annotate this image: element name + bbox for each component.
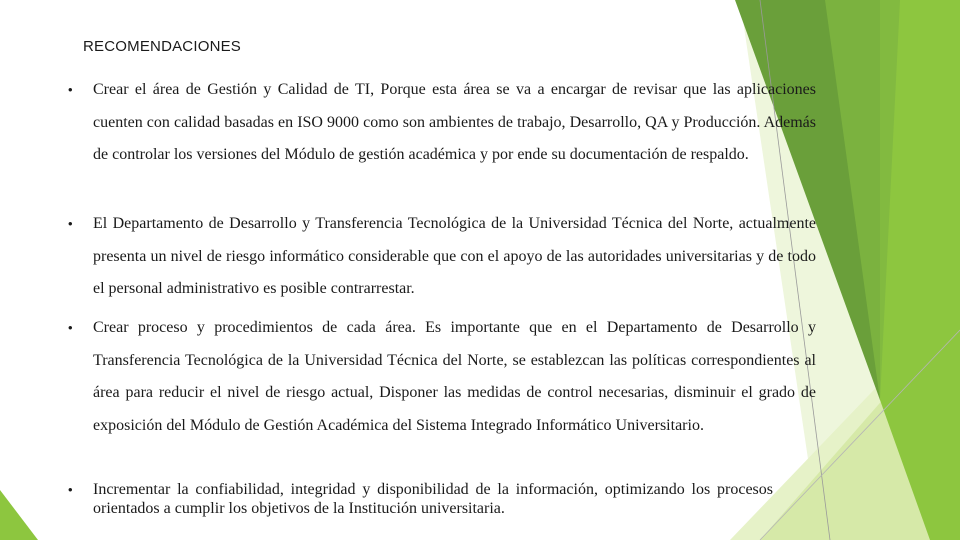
bullet-item: • El Departamento de Desarrollo y Transferencia Tecnológica de la Universidad Técnica del Norte, actualmente presenta un nivel de riesgo informático considerable que con el apoyo de las autoridades universitarias y de todo el personal administrativo es posible contrarrestar.	[93, 208, 816, 306]
bullet-item: • Incrementar la confiabilidad, integridad y disponibilidad de la información, optimizando los procesos orientados a cumplir los objetivos de la Institución universitaria.	[93, 480, 773, 518]
bullet-item: • Crear proceso y procedimientos de cada área. Es importante que en el Departamento de Desarrollo y Transferencia Tecnológica de la Universidad Técnica del Norte, se establezcan las políticas correspondientes al área para reducir el nivel de riesgo actual, Disponer las medidas de control necesarias, disminuir el grado de exposición del Módulo de Gestión Académica del Sistema Integrado Informático Universitario.	[93, 312, 816, 442]
slide-title: RECOMENDACIONES	[83, 38, 242, 55]
bullet-item: • Crear el área de Gestión y Calidad de TI, Porque esta área se va a encargar de revisar que las aplicaciones cuenten con calidad basadas en ISO 9000 como son ambientes de trabajo, Desarrollo, QA y Producción. Además de controlar los versiones del Módulo de gestión académica y por ende su documentación de respaldo.	[93, 74, 816, 172]
left-green-triangle	[0, 490, 38, 540]
